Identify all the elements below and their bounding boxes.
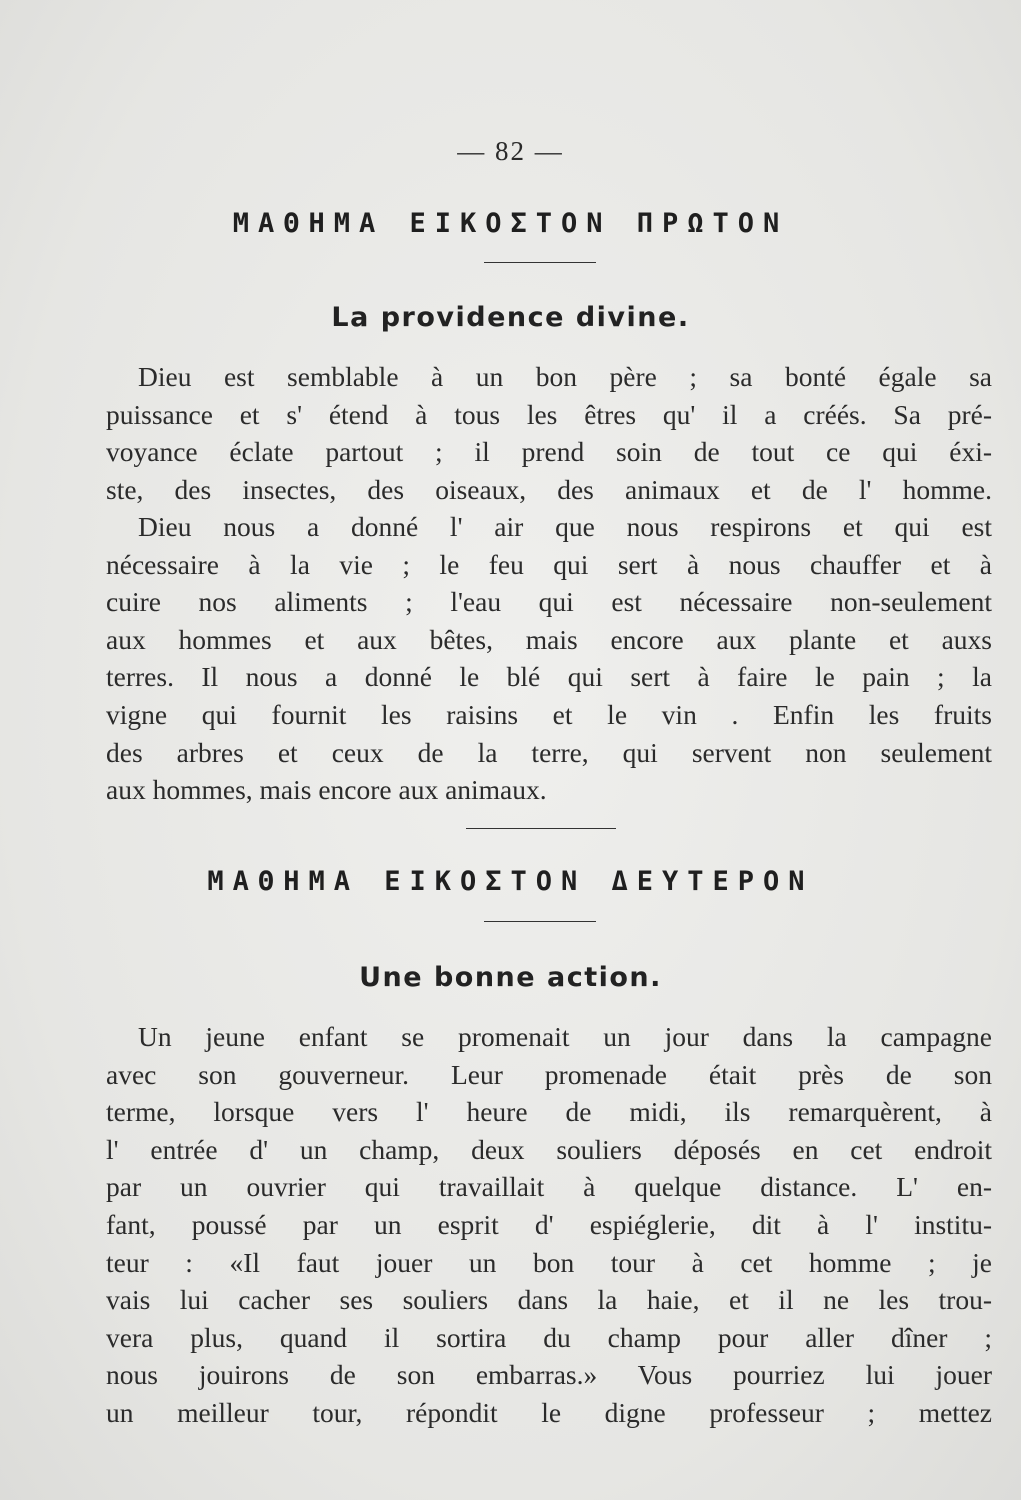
- text-line: Un jeune enfant se promenait un jour dans la campagne: [138, 1021, 992, 1052]
- lesson-heading-22: ΜΑΘΗΜΑ ΕΙΚΟΣΤΟΝ ΔΕΥΤΕΡΟΝ: [207, 866, 814, 897]
- text-line: terres. Il nous a donné le blé qui sert à faire le pain ; la: [106, 661, 992, 693]
- text-line: cuire nos aliments ; l'eau qui est nécessaire non-seulement: [106, 586, 992, 618]
- lesson-title-21: La providence divine.: [331, 302, 690, 333]
- text-line: Dieu nous a donné l' air que nous respirons et qui est: [138, 511, 992, 542]
- text-line: vigne qui fournit les raisins et le vin . Enfin les fruits: [106, 698, 992, 730]
- paragraph-2: [106, 508, 992, 809]
- lesson-title-22: Une bonne action.: [359, 962, 662, 993]
- text-line: vera plus, quand il sortira du champ pour aller dîner ;: [106, 1321, 992, 1353]
- text-line: aux hommes et aux bêtes, mais encore aux plante et auxs: [106, 623, 992, 655]
- text-line: nous jouirons de son embarras.» Vous pourriez lui jouer: [106, 1359, 992, 1391]
- text-line: Dieu est semblable à un bon père ; sa bonté égale sa: [138, 361, 992, 392]
- text-line: avec son gouverneur. Leur promenade était près de son: [106, 1058, 992, 1090]
- text-line: teur : «Il faut jouer un bon tour à cet homme ; je: [106, 1246, 992, 1278]
- text-line: nécessaire à la vie ; le feu qui sert à nous chauffer et à: [106, 548, 992, 580]
- text-line: terme, lorsque vers l' heure de midi, ils remarquèrent, à: [106, 1096, 992, 1128]
- divider: [484, 262, 596, 263]
- text-line: voyance éclate partout ; il prend soin de tout ce qui éxi-: [106, 436, 992, 468]
- section-divider: [466, 828, 616, 829]
- text-line: par un ouvrier qui travaillait à quelque distance. L' en-: [106, 1171, 992, 1203]
- divider: [484, 921, 596, 922]
- text-line: aux hommes, mais encore aux animaux.: [106, 774, 547, 806]
- text-line: fant, poussé par un esprit d' espiéglerie, dit à l' institu-: [106, 1208, 992, 1240]
- text-line: l' entrée d' un champ, deux souliers déposés en cet endroit: [106, 1133, 992, 1165]
- page-number: — 82 —: [457, 136, 564, 166]
- text-line: ste, des insectes, des oiseaux, des animaux et de l' homme.: [106, 473, 992, 505]
- paragraph-1: [106, 358, 992, 508]
- lesson-heading-21: ΜΑΘΗΜΑ ΕΙΚΟΣΤΟΝ ΠΡΩΤΟΝ: [232, 208, 789, 239]
- paragraph-3: [106, 1018, 992, 1432]
- text-line: des arbres et ceux de la terre, qui servent non seulement: [106, 736, 992, 768]
- text-line: puissance et s' étend à tous les êtres qu' il a créés. Sa pré-: [106, 398, 992, 430]
- text-line: vais lui cacher ses souliers dans la haie, et il ne les trou-: [106, 1284, 992, 1316]
- text-line: un meilleur tour, répondit le digne professeur ; mettez: [106, 1396, 992, 1428]
